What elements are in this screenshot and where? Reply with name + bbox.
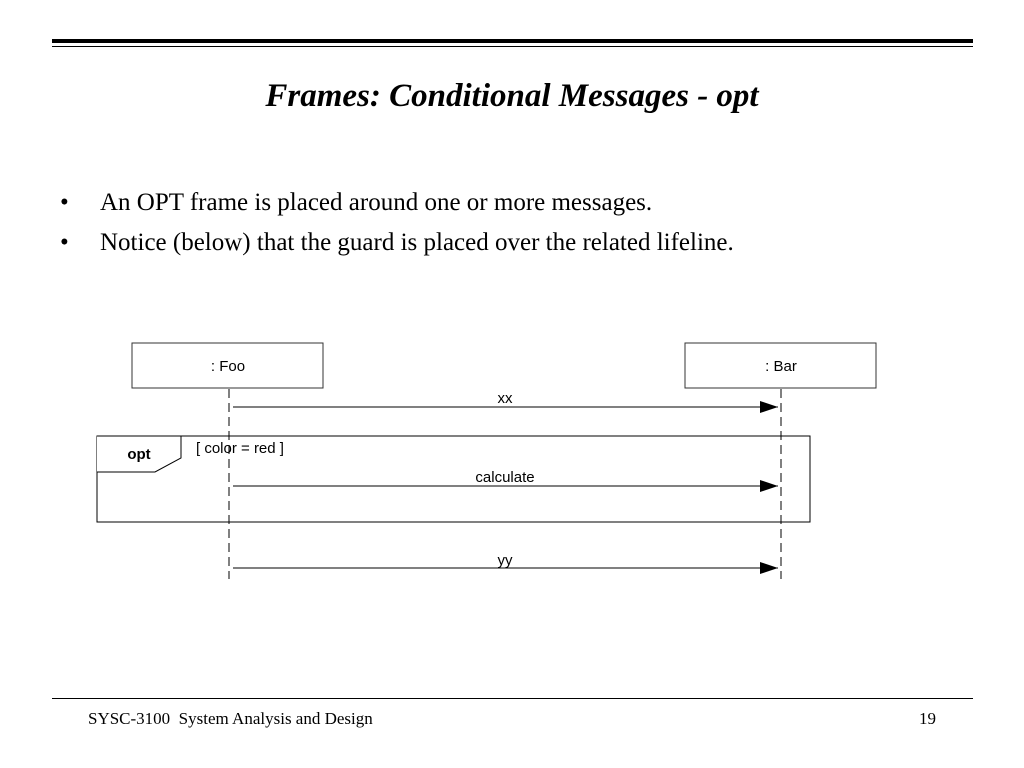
footer-course: SYSC-3100 System Analysis and Design bbox=[88, 709, 373, 728]
footer-rule bbox=[52, 698, 973, 699]
bullet-text: An OPT frame is placed around one or more messages. bbox=[100, 189, 653, 216]
bullet-marker: • bbox=[60, 229, 69, 256]
lifeline-label-bar: : Bar bbox=[765, 358, 797, 375]
opt-guard: [ color = red ] bbox=[196, 440, 284, 457]
message-label-yy: yy bbox=[497, 552, 513, 569]
message-label-calculate: calculate bbox=[475, 469, 535, 486]
message-label-xx: xx bbox=[497, 390, 513, 407]
bullet-marker: • bbox=[60, 189, 69, 216]
slide-title: Frames: Conditional Messages - opt bbox=[265, 78, 759, 114]
bullet-text: Notice (below) that the guard is placed over the related lifeline. bbox=[100, 229, 734, 256]
lifeline-label-foo: : Foo bbox=[210, 358, 246, 375]
page-number: 19 bbox=[919, 709, 936, 728]
opt-operator-label: opt bbox=[127, 446, 151, 463]
